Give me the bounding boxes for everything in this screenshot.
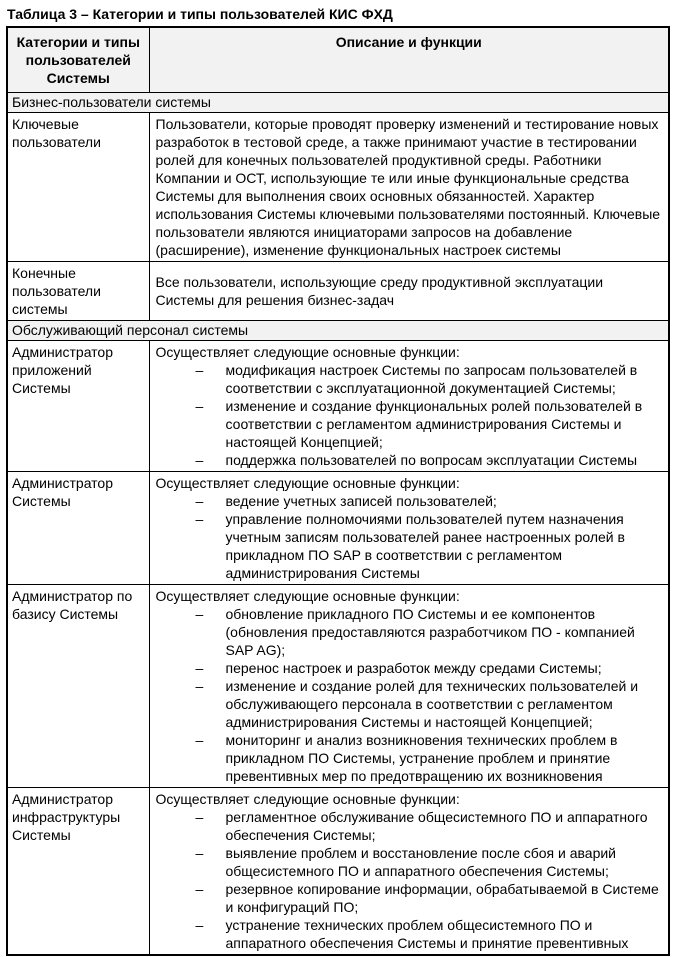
list-dash: – xyxy=(195,398,204,414)
category-cell: Администратор Системы xyxy=(7,472,149,585)
function-item xyxy=(196,605,665,659)
list-dash: – xyxy=(195,493,204,509)
function-text: модификация настроек Системы по запросам пользователей в соответствии с эксплуатационной документацией Системы; xyxy=(225,362,638,396)
header-row xyxy=(7,27,669,93)
users-table xyxy=(6,26,670,956)
list-dash: – xyxy=(195,660,204,676)
function-text: выявление проблем и восстановление после сбоя и аварий общесистемного ПО и аппаратного обеспечения Системы; xyxy=(225,845,617,879)
function-text: мониторинг и анализ возникновения технических проблем в прикладном ПО Системы, устранение проблем и принятие превентивных мер по предотвращению их возникновения xyxy=(225,732,618,784)
category-cell: Ключевые пользователи xyxy=(7,113,149,262)
function-item xyxy=(196,397,665,451)
table-row-app-admin xyxy=(7,341,669,472)
function-text: изменение и создание ролей для технических пользователей и обслуживающего персонала в соответствии с регламентом администрирования Системы и настоящей Концепцией; xyxy=(225,678,639,730)
function-text: изменение и создание функциональных ролей пользователей в соответствии с регламентом администрирования Системы и настоящей Концепцией; xyxy=(225,398,643,450)
header-cell-description: Описание и функции xyxy=(149,27,669,93)
function-item xyxy=(196,880,665,916)
list-dash: – xyxy=(195,362,204,378)
functions-intro: Осуществляет следующие основные функции: xyxy=(155,588,460,604)
description-cell xyxy=(149,262,669,321)
function-item xyxy=(196,492,665,510)
table-row-system-admin xyxy=(7,472,669,585)
list-dash: – xyxy=(195,732,204,748)
description-text: Все пользователи, использующие среду продуктивной эксплуатации Системы для решения бизнес-задач xyxy=(155,274,604,308)
function-text: управление полномочиями пользователей путем назначения учетным записям пользователей ранее настроенных ролей в прикладном ПО SAP в соответствии с регламентом администрирования Системы xyxy=(225,511,625,581)
function-text: перенос настроек и разработок между средами Системы; xyxy=(225,660,602,676)
table-row-infrastructure-admin xyxy=(7,788,669,956)
list-dash: – xyxy=(195,845,204,861)
list-dash: – xyxy=(195,881,204,897)
function-item xyxy=(196,808,665,844)
description-text: Пользователи, которые проводят проверку изменений и тестирование новых разработок в тестовой среде, а также принимают участие в тестировании ролей для конечных пользователей продуктивной среды. Работники Компании и ОСТ, использующие те или иные функциональные средства Системы для выполнения своих основных обязанностей. Характер использования Системы ключевыми пользователями постоянный. Ключевые пользователи являются инициаторами запросов на добавление (расширение), изменение функциональных настроек системы xyxy=(155,116,661,258)
function-text: ведение учетных записей пользователей; xyxy=(225,493,497,509)
functions-intro: Осуществляет следующие основные функции: xyxy=(155,475,460,491)
category-cell: Администратор по базису Системы xyxy=(7,585,149,788)
function-text: обновление прикладного ПО Системы и ее компонентов (обновления предоставляются разработчиком ПО - компанией SAP AG); xyxy=(225,606,635,658)
function-item xyxy=(196,677,665,731)
function-item xyxy=(196,844,665,880)
list-dash: – xyxy=(195,452,204,468)
table-row-key-users xyxy=(7,113,669,262)
function-item xyxy=(196,659,665,677)
list-dash: – xyxy=(195,809,204,825)
functions-intro: Осуществляет следующие основные функции: xyxy=(155,344,460,360)
section-row-service-personnel xyxy=(7,321,669,341)
description-cell xyxy=(149,341,669,472)
function-text: поддержка пользователей по вопросам эксплуатации Системы xyxy=(225,452,638,468)
header-cell-categories: Категории и типы пользователей Системы xyxy=(7,27,149,93)
section-title: Обслуживающий персонал системы xyxy=(7,321,669,341)
function-item xyxy=(196,731,665,785)
function-item xyxy=(196,361,665,397)
description-cell xyxy=(149,472,669,585)
table-row-end-users xyxy=(7,262,669,321)
functions-intro: Осуществляет следующие основные функции: xyxy=(155,791,460,807)
section-title: Бизнес-пользователи системы xyxy=(7,93,669,113)
category-cell: Конечные пользователи системы xyxy=(7,262,149,321)
list-dash: – xyxy=(195,606,204,622)
function-text: регламентное обслуживание общесистемного ПО и аппаратного обеспечения Системы; xyxy=(225,809,648,843)
function-item xyxy=(196,916,665,952)
description-cell xyxy=(149,113,669,262)
function-text: устранение технических проблем общесистемного ПО и аппаратного обеспечения Системы и принятие превентивных xyxy=(225,917,629,951)
list-dash: – xyxy=(195,678,204,694)
description-cell xyxy=(149,788,669,956)
list-dash: – xyxy=(195,511,204,527)
list-dash: – xyxy=(195,917,204,933)
function-text: резервное копирование информации, обрабатываемой в Системе и конфигураций ПО; xyxy=(225,881,659,915)
table-row-basis-admin xyxy=(7,585,669,788)
table-caption: Таблица 3 – Категории и типы пользователей КИС ФХД xyxy=(7,6,393,22)
category-cell: Администратор приложений Системы xyxy=(7,341,149,472)
section-row-business-users xyxy=(7,93,669,113)
category-cell: Администратор инфраструктуры Системы xyxy=(7,788,149,956)
function-item xyxy=(196,451,665,469)
function-item xyxy=(196,510,665,582)
description-cell xyxy=(149,585,669,788)
